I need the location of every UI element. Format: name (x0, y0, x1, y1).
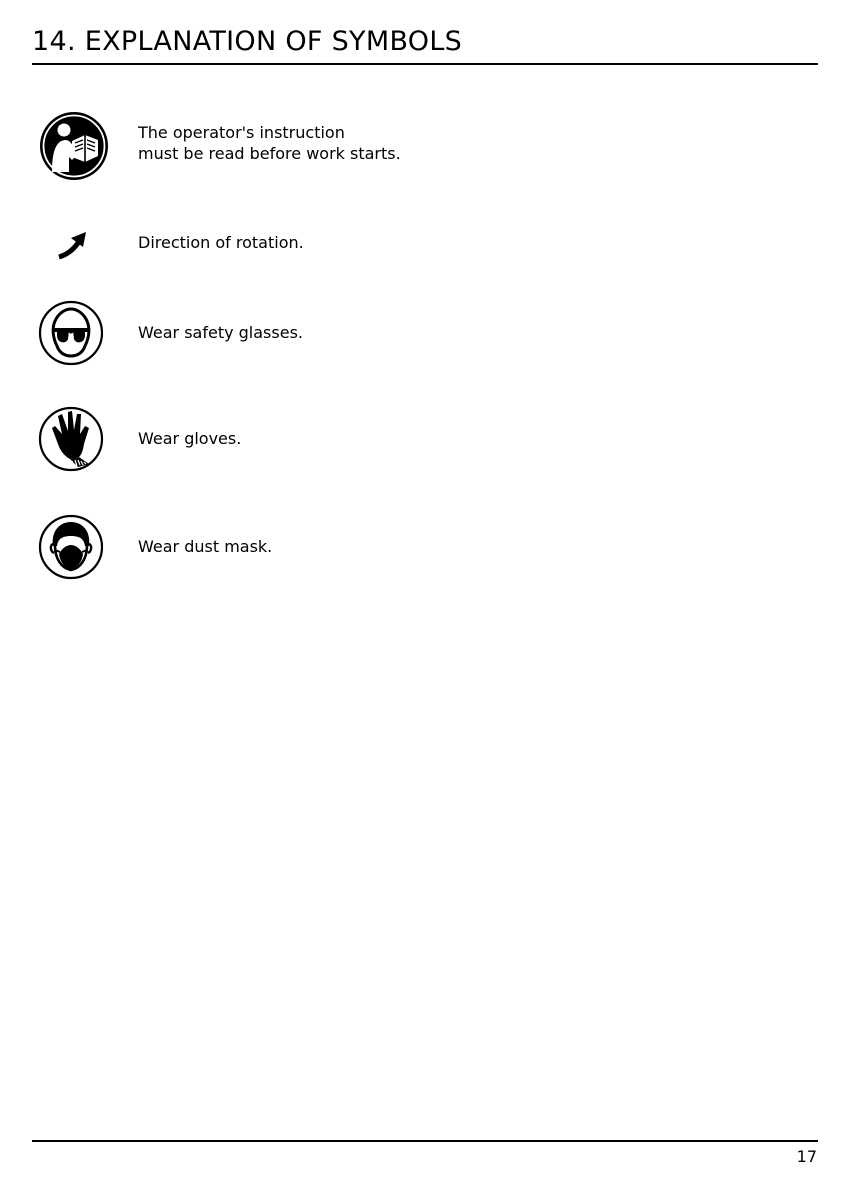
symbol-row-gloves (38, 406, 798, 472)
symbol-text-safety-glasses: Wear safety glasses. (138, 323, 303, 342)
symbol-text-gloves: Wear gloves. (138, 429, 242, 448)
rotation-arrow-icon (38, 226, 110, 266)
symbol-text-rotation: Direction of rotation. (138, 233, 304, 252)
gloves-icon (38, 406, 104, 472)
page-title: 14. EXPLANATION OF SYMBOLS (32, 26, 463, 57)
symbol-text-dust-mask: Wear dust mask. (138, 537, 273, 556)
safety-glasses-icon (38, 300, 104, 366)
title-divider (32, 63, 818, 65)
footer-divider (32, 1140, 818, 1142)
symbol-text-read-manual: The operator's instruction must be read before work starts. (138, 123, 401, 163)
dust-mask-icon (38, 514, 104, 580)
symbol-row-safety-glasses (38, 300, 798, 366)
page-number: 17 (796, 1147, 817, 1166)
symbol-row-dust-mask (38, 514, 798, 580)
read-manual-icon (38, 110, 110, 182)
symbol-row-rotation (38, 226, 798, 266)
symbol-row-read-manual (38, 110, 798, 184)
